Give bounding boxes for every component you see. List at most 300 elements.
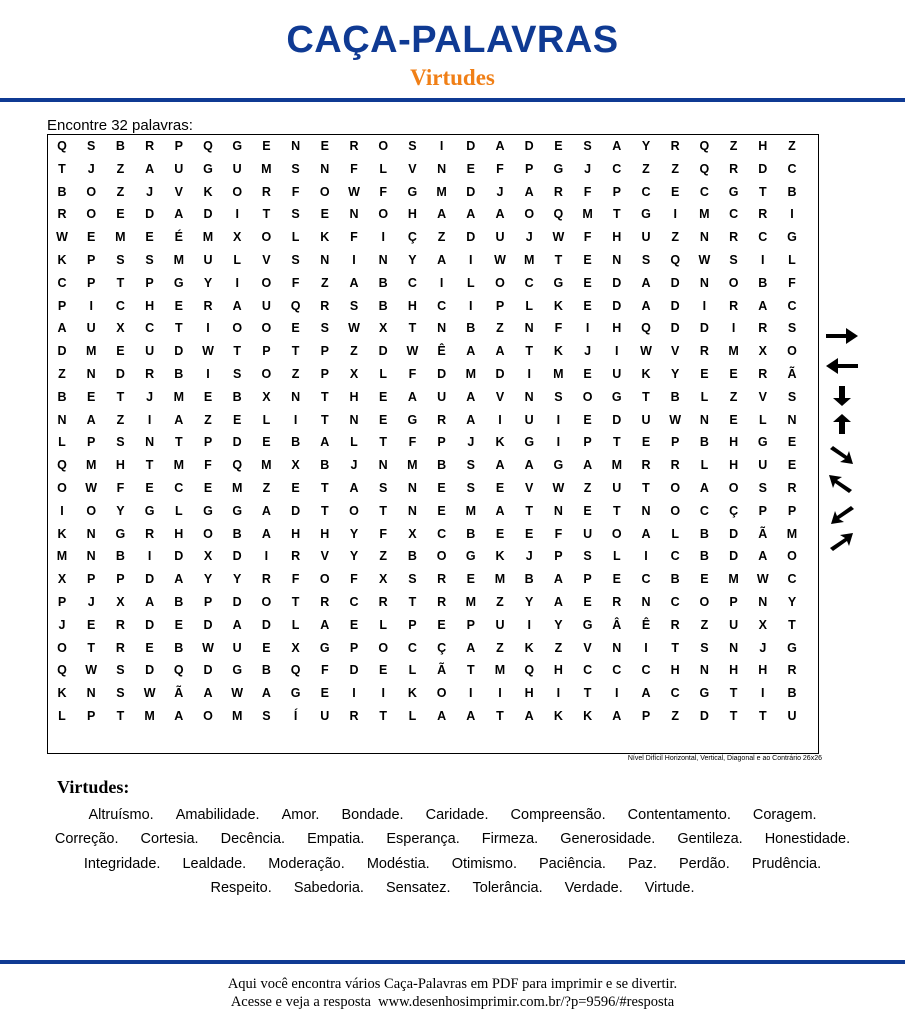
grid-cell[interactable]: L [379,161,387,176]
grid-cell[interactable]: U [232,640,242,655]
grid-cell[interactable]: G [465,549,476,564]
grid-cell[interactable]: N [349,412,359,427]
grid-cell[interactable]: S [729,253,738,267]
grid-cell[interactable]: B [174,595,184,609]
grid-cell[interactable]: I [644,549,648,564]
grid-cell[interactable]: Z [262,481,271,495]
grid-cell[interactable]: I [235,207,239,222]
grid-cell[interactable]: B [437,458,447,473]
grid-cell[interactable]: M [728,344,739,359]
grid-cell[interactable]: S [116,435,125,450]
grid-cell[interactable]: M [144,709,155,723]
grid-cell[interactable]: Z [437,230,446,245]
grid-cell[interactable]: O [699,595,710,609]
grid-cell[interactable]: C [437,526,447,541]
grid-cell[interactable]: A [174,207,184,222]
grid-cell[interactable]: V [174,184,183,199]
grid-cell[interactable]: I [264,549,269,564]
grid-cell[interactable]: F [204,458,212,473]
grid-cell[interactable]: K [583,709,593,723]
grid-cell[interactable]: G [582,617,593,632]
grid-cell[interactable]: B [115,549,125,564]
grid-cell[interactable]: I [615,686,619,701]
grid-cell[interactable]: P [57,298,67,313]
grid-cell[interactable]: C [787,572,797,587]
grid-cell[interactable]: R [758,207,768,222]
grid-cell[interactable]: A [524,184,534,199]
grid-cell[interactable]: B [699,435,709,450]
grid-cell[interactable]: F [583,230,592,245]
grid-cell[interactable]: Y [671,367,680,381]
grid-cell[interactable]: U [203,253,213,267]
grid-cell[interactable]: A [524,709,534,723]
grid-cell[interactable]: A [261,686,271,701]
grid-cell[interactable]: X [379,572,388,587]
grid-cell[interactable]: H [612,230,622,245]
grid-cell[interactable]: J [525,230,533,245]
grid-cell[interactable]: W [143,686,156,701]
grid-cell[interactable]: S [145,253,154,267]
grid-cell[interactable]: A [553,595,563,609]
grid-cell[interactable]: A [320,617,330,632]
grid-cell[interactable]: M [465,367,476,381]
grid-cell[interactable]: N [699,230,709,245]
grid-cell[interactable]: A [349,275,359,290]
grid-cell[interactable]: B [232,389,242,404]
grid-cell[interactable]: B [758,275,768,290]
grid-cell[interactable]: T [729,686,738,701]
grid-cell[interactable]: U [86,321,96,336]
grid-cell[interactable]: X [57,572,67,587]
grid-cell[interactable]: T [642,481,650,495]
grid-cell[interactable]: A [495,139,505,153]
grid-cell[interactable]: V [262,253,271,267]
grid-cell[interactable]: L [291,230,300,245]
grid-cell[interactable]: E [87,617,96,632]
grid-cell[interactable]: D [57,344,67,359]
grid-cell[interactable]: D [612,412,622,427]
grid-cell[interactable]: B [174,367,184,381]
grid-cell[interactable]: G [173,275,184,290]
grid-cell[interactable]: I [469,253,473,267]
grid-cell[interactable]: R [320,298,330,313]
grid-cell[interactable]: P [495,298,505,313]
grid-cell[interactable]: I [439,275,444,290]
grid-cell[interactable]: R [115,617,125,632]
grid-cell[interactable]: R [291,549,301,564]
grid-cell[interactable]: N [407,503,417,518]
grid-cell[interactable]: C [407,275,417,290]
grid-cell[interactable]: W [640,344,652,359]
grid-cell[interactable]: A [174,709,184,723]
grid-cell[interactable]: K [495,435,505,450]
grid-cell[interactable]: I [469,686,473,701]
grid-cell[interactable]: O [436,686,447,701]
grid-cell[interactable]: E [174,298,183,313]
grid-cell[interactable]: G [641,207,651,222]
grid-cell[interactable]: R [349,709,359,723]
grid-cell[interactable]: L [525,298,533,313]
grid-cell[interactable]: C [437,298,447,313]
grid-cell[interactable]: P [87,572,96,587]
grid-cell[interactable]: W [231,686,244,701]
grid-cell[interactable]: O [319,184,330,199]
grid-cell[interactable]: L [350,435,358,450]
grid-cell[interactable]: F [554,321,563,336]
grid-cell[interactable]: C [641,663,651,678]
grid-cell[interactable]: B [524,572,534,587]
grid-cell[interactable]: E [379,663,388,678]
grid-cell[interactable]: Q [290,663,301,678]
grid-cell[interactable]: C [407,640,417,655]
grid-cell[interactable]: C [612,663,622,678]
grid-cell[interactable]: C [524,275,534,290]
grid-cell[interactable]: I [498,412,502,427]
grid-cell[interactable]: H [758,139,768,153]
grid-cell[interactable]: K [203,184,213,199]
grid-cell[interactable]: A [320,435,330,450]
grid-cell[interactable]: D [437,367,447,381]
grid-cell[interactable]: F [291,275,300,290]
grid-cell[interactable]: E [145,230,154,245]
grid-cell[interactable]: U [174,161,184,176]
grid-cell[interactable]: Z [671,230,679,245]
grid-cell[interactable]: O [378,207,389,222]
grid-cell[interactable]: O [86,207,97,222]
grid-cell[interactable]: P [349,640,359,655]
grid-cell[interactable]: U [787,709,797,723]
grid-cell[interactable]: O [232,321,243,336]
grid-cell[interactable]: S [349,298,359,313]
grid-cell[interactable]: T [408,595,417,609]
grid-cell[interactable]: N [407,481,417,495]
grid-cell[interactable]: L [58,435,66,450]
grid-cell[interactable]: D [145,617,155,632]
grid-cell[interactable]: D [612,275,622,290]
grid-cell[interactable]: T [379,435,387,450]
grid-cell[interactable]: T [116,275,125,290]
grid-cell[interactable]: K [641,367,651,381]
grid-cell[interactable]: A [699,481,709,495]
grid-cell[interactable]: O [728,481,739,495]
grid-cell[interactable]: Z [583,481,592,495]
grid-cell[interactable]: W [756,572,769,587]
grid-cell[interactable]: E [145,481,154,495]
grid-cell[interactable]: R [670,617,680,632]
grid-cell[interactable]: D [524,139,534,153]
grid-cell[interactable]: H [145,298,155,313]
grid-cell[interactable]: O [524,207,535,222]
grid-cell[interactable]: T [525,344,533,359]
grid-cell[interactable]: V [583,640,592,655]
grid-cell[interactable]: G [611,389,622,404]
grid-cell[interactable]: M [728,572,739,587]
grid-cell[interactable]: Y [787,595,797,609]
grid-cell[interactable]: E [583,253,592,267]
grid-cell[interactable]: X [758,617,767,632]
grid-cell[interactable]: H [729,663,739,678]
grid-cell[interactable]: J [87,161,95,176]
grid-cell[interactable]: K [320,230,330,245]
grid-cell[interactable]: I [206,367,210,381]
grid-cell[interactable]: S [641,253,651,267]
grid-cell[interactable]: O [232,184,243,199]
grid-cell[interactable]: A [583,458,593,473]
grid-cell[interactable]: C [641,572,651,587]
grid-cell[interactable]: R [729,298,739,313]
grid-cell[interactable]: T [642,389,650,404]
grid-cell[interactable]: E [116,207,125,222]
grid-cell[interactable]: J [146,184,154,199]
grid-cell[interactable]: B [261,663,271,678]
grid-cell[interactable]: Z [554,640,563,655]
grid-cell[interactable]: M [173,253,184,267]
grid-cell[interactable]: M [407,458,418,473]
grid-cell[interactable]: G [232,663,243,678]
grid-cell[interactable]: E [233,412,242,427]
grid-cell[interactable]: U [495,617,505,632]
grid-cell[interactable]: Z [671,709,679,723]
grid-cell[interactable]: D [466,184,476,199]
grid-cell[interactable]: K [495,549,505,564]
grid-cell[interactable]: Z [642,161,650,176]
grid-cell[interactable]: X [379,321,388,336]
grid-cell[interactable]: O [261,230,272,245]
grid-cell[interactable]: Z [496,595,504,609]
grid-cell[interactable]: A [612,139,622,153]
grid-cell[interactable]: B [699,549,709,564]
grid-cell[interactable]: Y [408,253,417,267]
grid-cell[interactable]: E [729,367,738,381]
grid-cell[interactable]: Q [641,321,651,336]
grid-cell[interactable]: J [584,161,592,176]
grid-cell[interactable]: E [495,526,505,541]
grid-cell[interactable]: V [408,161,417,176]
grid-cell[interactable]: T [612,207,621,222]
grid-cell[interactable]: R [699,344,709,359]
grid-cell[interactable]: Ê [641,617,651,632]
grid-cell[interactable]: O [319,572,330,587]
grid-cell[interactable]: T [116,389,125,404]
grid-cell[interactable]: W [406,344,419,359]
grid-cell[interactable]: D [729,549,739,564]
grid-cell[interactable]: F [496,161,504,176]
grid-cell[interactable]: O [436,549,447,564]
grid-cell[interactable]: C [670,549,680,564]
grid-cell[interactable]: I [498,686,502,701]
grid-cell[interactable]: P [57,595,67,609]
grid-cell[interactable]: L [408,663,417,678]
grid-cell[interactable]: A [145,161,155,176]
grid-cell[interactable]: E [116,344,125,359]
grid-cell[interactable]: A [641,526,651,541]
grid-cell[interactable]: N [145,435,155,450]
grid-cell[interactable]: T [320,503,329,518]
grid-cell[interactable]: Â [612,617,622,632]
grid-cell[interactable]: K [524,640,534,655]
grid-cell[interactable]: W [669,412,682,427]
grid-cell[interactable]: W [348,184,360,199]
grid-cell[interactable]: A [641,275,651,290]
grid-cell[interactable]: H [349,389,359,404]
grid-cell[interactable]: O [261,321,272,336]
grid-cell[interactable]: B [291,435,301,450]
grid-cell[interactable]: N [349,207,359,222]
grid-cell[interactable]: B [407,549,417,564]
grid-cell[interactable]: Z [116,412,125,427]
grid-cell[interactable]: H [729,435,739,450]
grid-cell[interactable]: Z [729,389,738,404]
grid-cell[interactable]: T [87,640,95,655]
grid-cell[interactable]: D [145,663,155,678]
grid-cell[interactable]: E [787,458,797,473]
grid-cell[interactable]: R [437,572,447,587]
grid-cell[interactable]: A [86,412,96,427]
grid-cell[interactable]: F [291,184,300,199]
grid-cell[interactable]: E [320,207,329,222]
grid-cell[interactable]: N [699,275,709,290]
grid-cell[interactable]: E [583,275,592,290]
grid-cell[interactable]: I [206,321,210,336]
grid-cell[interactable]: A [174,412,184,427]
grid-cell[interactable]: R [787,663,797,678]
grid-cell[interactable]: N [86,367,96,381]
grid-cell[interactable]: Y [349,526,359,541]
grid-cell[interactable]: E [320,686,329,701]
grid-cell[interactable]: C [699,503,709,518]
grid-cell[interactable]: F [408,367,417,381]
grid-cell[interactable]: I [556,686,561,701]
grid-cell[interactable]: C [729,207,739,222]
grid-cell[interactable]: I [527,367,531,381]
grid-cell[interactable]: C [583,663,593,678]
grid-cell[interactable]: Q [57,139,67,153]
grid-cell[interactable]: R [437,412,447,427]
grid-cell[interactable]: I [439,139,444,153]
grid-cell[interactable]: N [57,412,67,427]
grid-cell[interactable]: P [612,184,621,199]
grid-cell[interactable]: X [116,595,125,609]
grid-cell[interactable]: Q [290,298,301,313]
grid-cell[interactable]: J [87,595,95,609]
grid-cell[interactable]: R [729,230,739,245]
grid-cell[interactable]: I [702,298,707,313]
grid-cell[interactable]: I [790,207,794,222]
grid-cell[interactable]: A [553,572,563,587]
grid-cell[interactable]: A [466,344,476,359]
grid-cell[interactable]: Y [203,275,213,290]
grid-cell[interactable]: L [758,412,767,427]
grid-cell[interactable]: N [291,139,301,153]
grid-cell[interactable]: L [700,458,709,473]
grid-cell[interactable]: X [203,549,213,564]
grid-cell[interactable]: C [670,686,680,701]
grid-cell[interactable]: P [408,617,417,632]
grid-cell[interactable]: G [407,412,418,427]
grid-cell[interactable]: N [524,389,534,404]
grid-cell[interactable]: N [378,253,388,267]
grid-cell[interactable]: P [583,572,592,587]
grid-cell[interactable]: Y [203,572,213,587]
grid-cell[interactable]: H [758,663,768,678]
grid-cell[interactable]: M [173,389,184,404]
grid-cell[interactable]: U [729,617,739,632]
grid-cell[interactable]: E [671,184,680,199]
grid-cell[interactable]: M [202,230,214,245]
grid-cell[interactable]: S [466,481,475,495]
grid-cell[interactable]: O [261,275,272,290]
grid-cell[interactable]: D [203,617,213,632]
grid-cell[interactable]: M [611,458,622,473]
grid-cell[interactable]: R [670,458,680,473]
grid-cell[interactable]: O [582,389,593,404]
grid-cell[interactable]: G [524,435,535,450]
grid-cell[interactable]: T [758,709,767,723]
grid-cell[interactable]: T [116,709,125,723]
grid-cell[interactable]: P [758,503,767,518]
grid-cell[interactable]: M [56,549,68,564]
grid-cell[interactable]: R [378,595,388,609]
grid-cell[interactable]: M [231,709,243,723]
grid-cell[interactable]: I [60,503,64,518]
grid-cell[interactable]: F [788,275,796,290]
grid-cell[interactable]: D [699,321,709,336]
grid-cell[interactable]: X [262,389,271,404]
grid-cell[interactable]: A [641,298,651,313]
grid-cell[interactable]: U [261,298,271,313]
grid-cell[interactable]: D [670,298,680,313]
grid-cell[interactable]: J [525,549,533,564]
grid-cell[interactable]: G [757,435,768,450]
grid-cell[interactable]: M [231,481,243,495]
grid-cell[interactable]: B [174,640,184,655]
grid-cell[interactable]: G [553,275,564,290]
grid-cell[interactable]: O [349,503,359,518]
grid-cell[interactable]: S [583,139,592,153]
grid-cell[interactable]: E [466,161,475,176]
grid-cell[interactable]: Q [57,458,67,473]
grid-cell[interactable]: L [612,549,621,564]
grid-cell[interactable]: G [203,161,213,176]
grid-cell[interactable]: H [553,663,563,678]
grid-cell[interactable]: K [553,709,563,723]
grid-cell[interactable]: E [320,139,329,153]
grid-cell[interactable]: R [758,321,768,336]
grid-cell[interactable]: F [116,481,125,495]
grid-cell[interactable]: M [465,595,476,609]
grid-cell[interactable]: X [758,344,767,359]
grid-cell[interactable]: A [437,709,447,723]
grid-cell[interactable]: Z [320,275,329,290]
grid-cell[interactable]: T [379,503,387,518]
grid-cell[interactable]: E [700,572,709,587]
grid-cell[interactable]: T [729,709,738,723]
grid-cell[interactable]: E [729,412,738,427]
grid-cell[interactable]: N [86,526,96,541]
grid-cell[interactable]: O [86,184,97,199]
grid-cell[interactable]: M [465,503,476,518]
grid-cell[interactable]: P [437,435,446,450]
grid-cell[interactable]: M [261,161,272,176]
grid-cell[interactable]: N [787,412,797,427]
grid-cell[interactable]: O [728,275,739,290]
grid-cell[interactable]: Y [116,503,125,518]
grid-cell[interactable]: L [466,275,475,290]
grid-cell[interactable]: A [466,709,476,723]
grid-cell[interactable]: Ç [407,230,417,245]
grid-cell[interactable]: E [437,617,446,632]
grid-cell[interactable]: Y [554,617,563,632]
